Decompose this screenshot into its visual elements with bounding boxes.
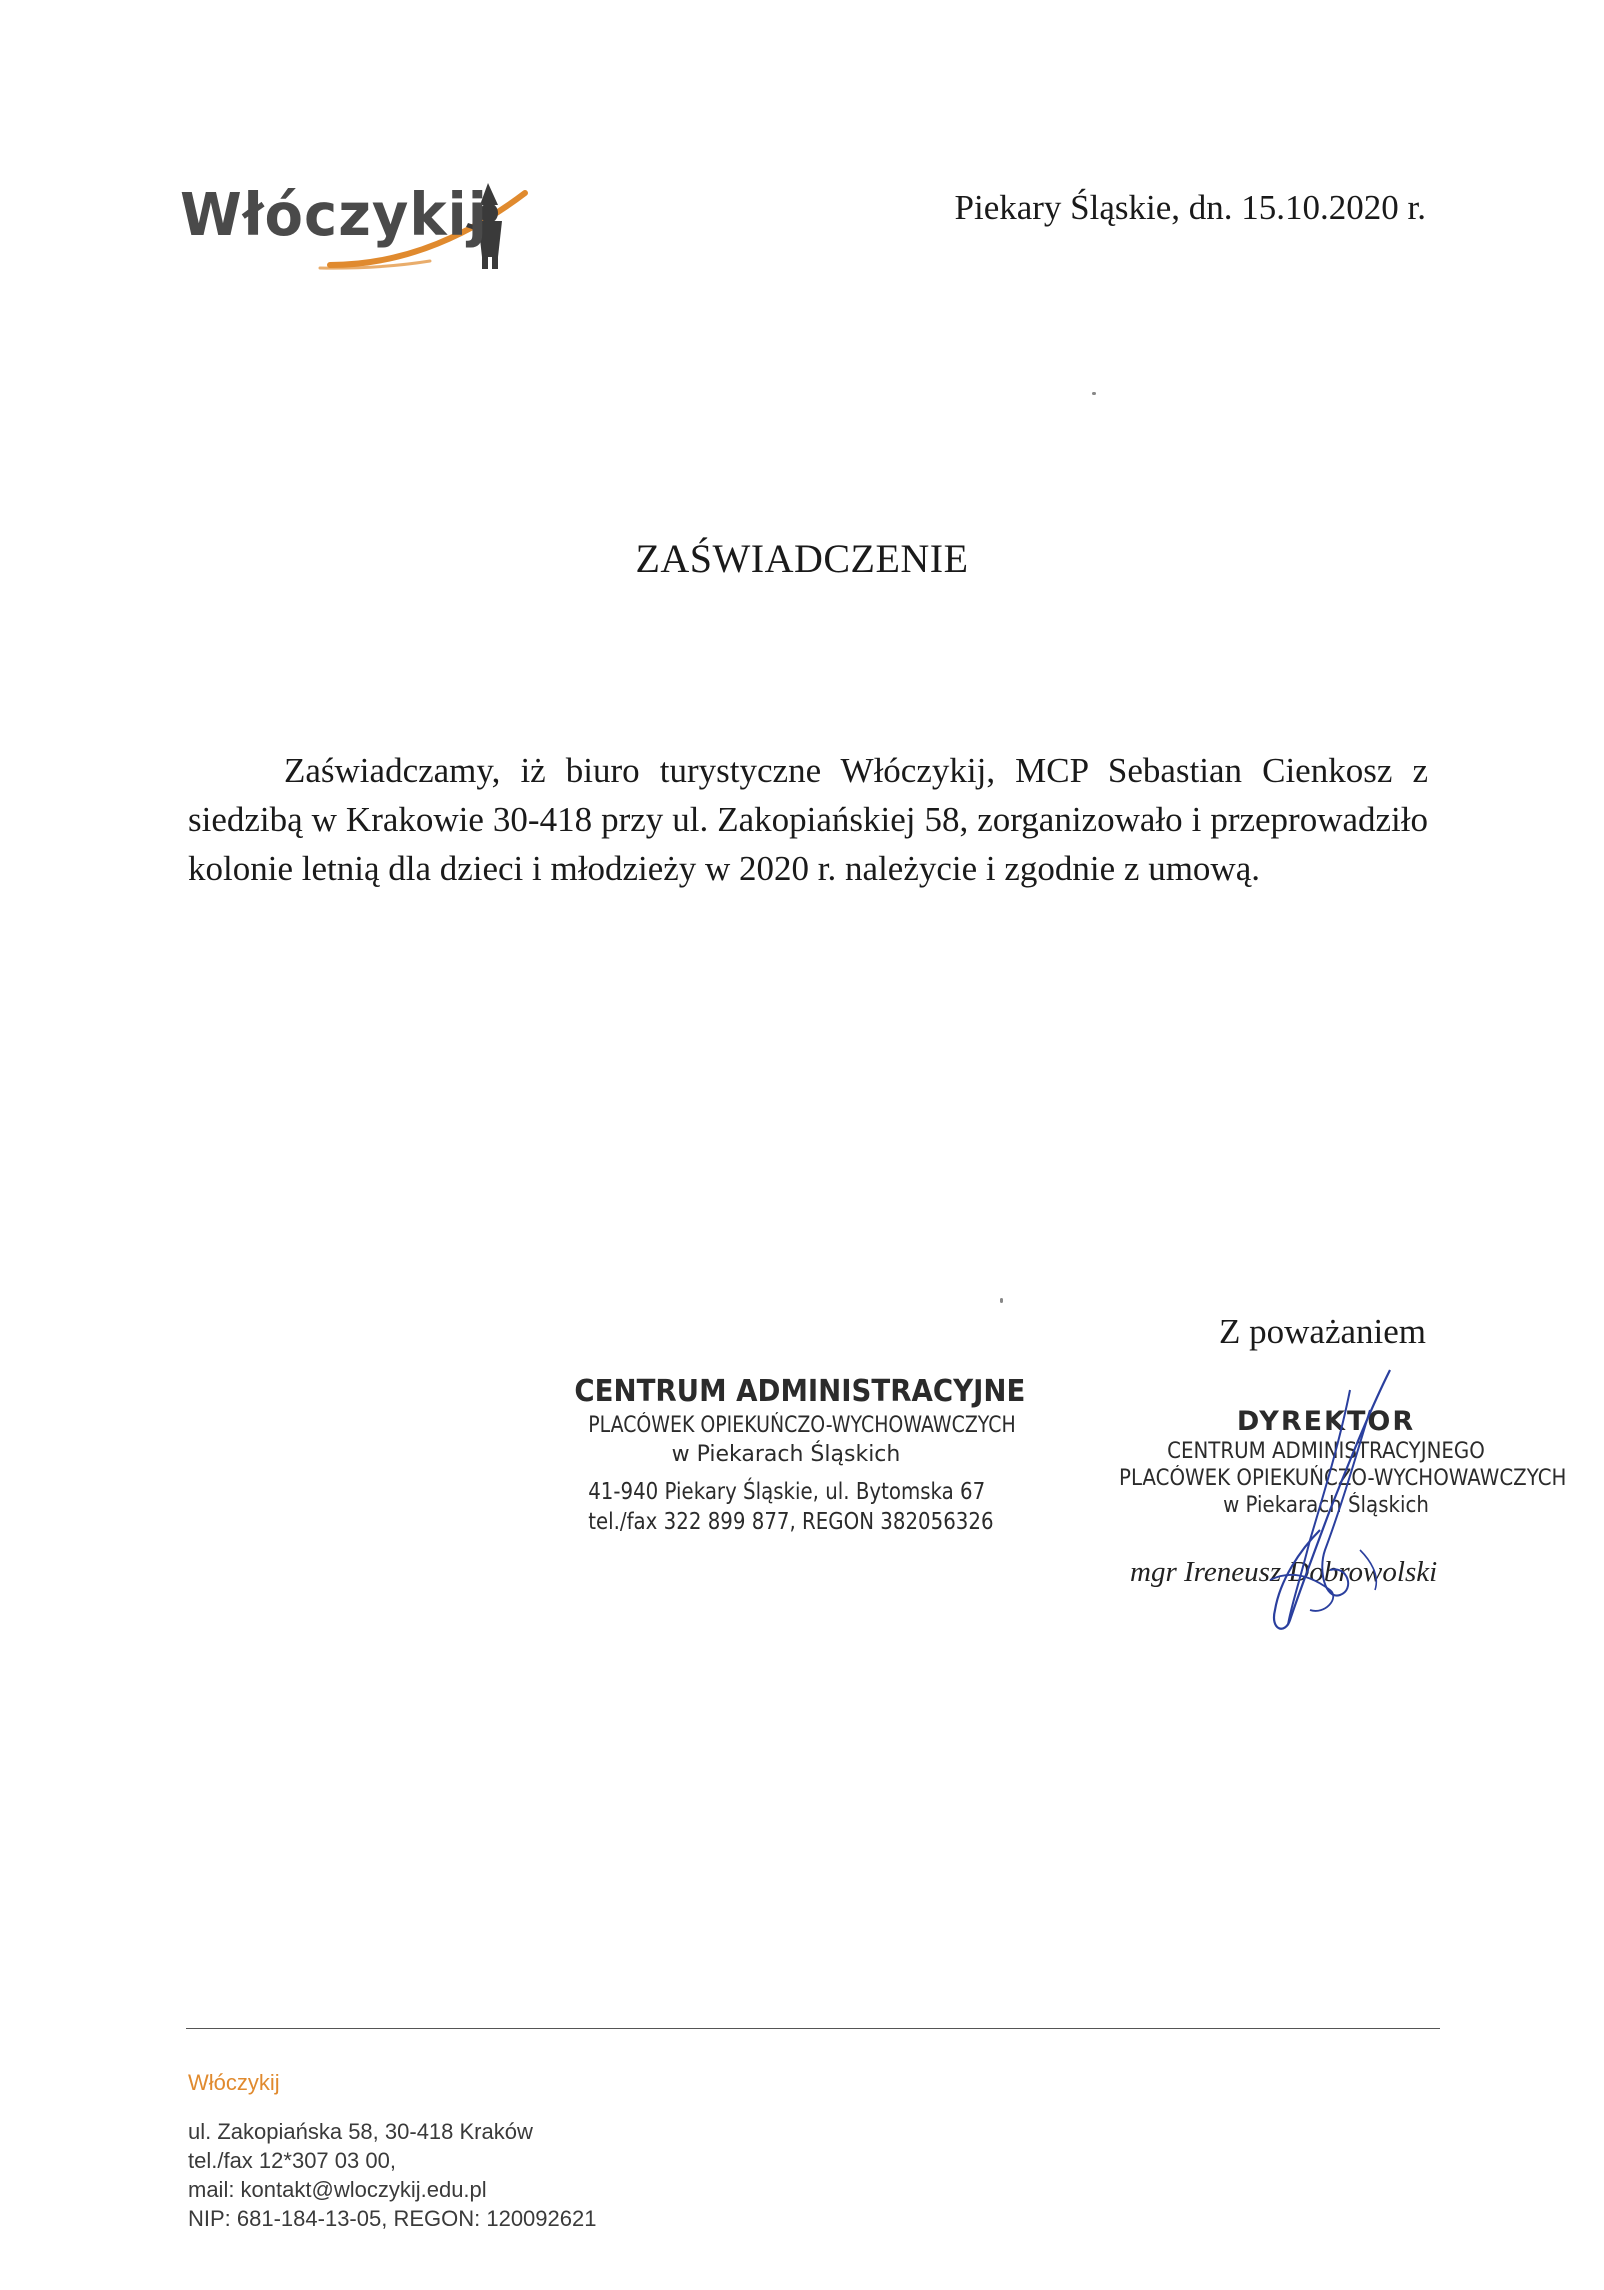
footer-email: mail: kontakt@wloczykij.edu.pl [188, 2177, 487, 2202]
footer-tax-ids: NIP: 681-184-13-05, REGON: 120092621 [188, 2206, 597, 2231]
stamp-institution-type: PLACÓWEK OPIEKUŃCZO-WYCHOWAWCZYCH [588, 1413, 1016, 1438]
handwritten-signature-icon [1230, 1350, 1410, 1650]
signer-name: mgr Ireneusz Dobrowolski [1130, 1556, 1438, 1588]
scan-speck [1092, 392, 1096, 395]
footer-divider [186, 2028, 1440, 2029]
closing-phrase: Z poważaniem [1219, 1312, 1426, 1351]
document-date: Piekary Śląskie, dn. 15.10.2020 r. [954, 188, 1426, 227]
stamp-city: w Piekarach Śląskich [671, 1442, 901, 1467]
body-paragraph: Zaświadczamy, iż biuro turystyczne Włóczykij, MCP Sebastian Cienkosz z siedzibą w Krakowie 30-418 przy ul. Zakopiańskiej 58, zorganizowało i przeprowadziło kolonie letnią dla dzieci i młodzieży w 2020 r. należycie i zgodnie z umową. [188, 751, 1428, 888]
footer-company: Włóczykij [188, 2070, 280, 2095]
institution-stamp [556, 1374, 1026, 1535]
stamp-address: 41-940 Piekary Śląskie, ul. Bytomska 67 [588, 1479, 986, 1505]
document-title: ZAŚWIADCZENIE [635, 536, 969, 581]
footer-phone: tel./fax 12*307 03 00, [188, 2148, 396, 2173]
stamp-director-city: w Piekarach Śląskich [1223, 1493, 1429, 1518]
logo-text: Włóczykij [180, 181, 488, 250]
stamp-contact: tel./fax 322 899 877, REGON 382056326 [588, 1509, 994, 1535]
company-logo [180, 165, 560, 285]
stamp-director-title: DYREKTOR [1236, 1406, 1416, 1437]
stamp-director-institution: CENTRUM ADMINISTRACYJNEGO [1167, 1439, 1485, 1464]
footer-address: ul. Zakopiańska 58, 30-418 Kraków [188, 2119, 533, 2144]
scan-speck [1000, 1298, 1003, 1303]
document-body [188, 746, 1428, 893]
stamp-institution-name: CENTRUM ADMINISTRACYJNE [574, 1374, 1026, 1409]
footer [188, 2068, 596, 2233]
stamp-director-institution-type: PLACÓWEK OPIEKUŃCZO-WYCHOWAWCZYCH [1119, 1466, 1567, 1491]
